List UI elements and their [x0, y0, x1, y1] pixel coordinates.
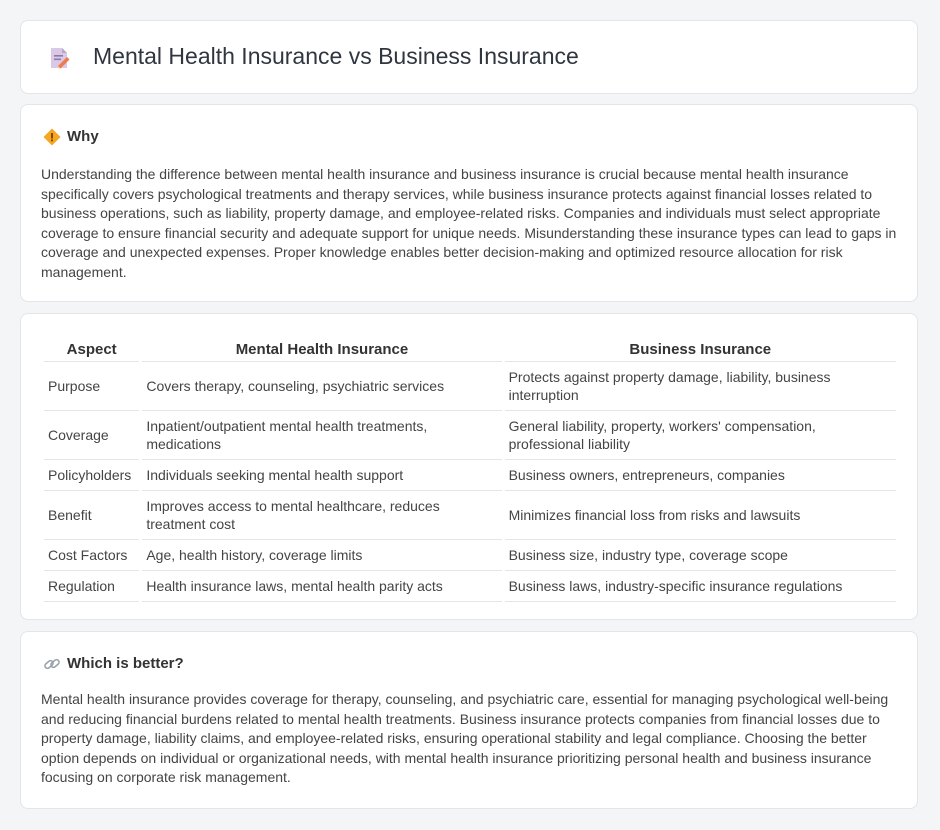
mental-health-cell: Individuals seeking mental health support	[142, 460, 501, 491]
business-cell: Business size, industry type, coverage scope	[505, 540, 896, 571]
better-heading: Which is better?	[67, 655, 184, 672]
why-body: Understanding the difference between mental health insurance and business insurance is crucial because mental health insurance specifically covers psychological treatments and therapy services, while business insurance protects against financial losses related to business operations, such as liability, property damage, and employee-related risks. Companies and individuals must select appropriate coverage to ensure financial security and adequate support for unique needs. Misunderstanding these insurance types can lead to gaps in coverage and unexpected expenses. Proper knowledge enables better decision-making and optimized resource allocation for risk management.	[41, 166, 897, 280]
table-row	[44, 540, 896, 571]
business-cell: Minimizes financial loss from risks and lawsuits	[505, 491, 896, 540]
which-is-better-section	[20, 631, 918, 809]
aspect-cell: Coverage	[44, 411, 139, 460]
aspect-cell: Cost Factors	[44, 540, 139, 571]
title-card	[20, 20, 918, 94]
link-icon	[43, 655, 61, 673]
header-mental-health: Mental Health Insurance	[142, 334, 501, 362]
mental-health-cell: Inpatient/outpatient mental health treatments, medications	[142, 411, 501, 460]
better-body: Mental health insurance provides coverage for therapy, counseling, and psychiatric care, essential for managing psychological well-being and reducing financial burdens related to mental health treatments. Business insurance protects companies from financial losses due to property damage, liability claims, and employee-related risks, ensuring operational stability and legal compliance. Choosing the better option depends on individual or organizational needs, with mental health insurance prioritizing personal health and business insurance focusing on corporate risk management.	[41, 691, 889, 785]
comparison-table-card	[20, 313, 918, 620]
header-aspect: Aspect	[44, 334, 139, 362]
mental-health-cell: Improves access to mental healthcare, reduces treatment cost	[142, 491, 501, 540]
diamond-sign-icon	[43, 128, 61, 146]
mental-health-cell: Covers therapy, counseling, psychiatric services	[142, 362, 501, 411]
aspect-cell: Regulation	[44, 571, 139, 602]
document-pen-icon	[47, 46, 71, 70]
table-header-row	[44, 334, 896, 362]
comparison-table	[41, 334, 899, 602]
business-cell: Business owners, entrepreneurs, companies	[505, 460, 896, 491]
business-cell: Business laws, industry-specific insurance regulations	[505, 571, 896, 602]
business-cell: Protects against property damage, liability, business interruption	[505, 362, 896, 411]
page-title: Mental Health Insurance vs Business Insurance	[93, 43, 579, 69]
business-cell: General liability, property, workers' compensation, professional liability	[505, 411, 896, 460]
header-business: Business Insurance	[505, 334, 896, 362]
table-row	[44, 491, 896, 540]
mental-health-cell: Age, health history, coverage limits	[142, 540, 501, 571]
table-row	[44, 411, 896, 460]
aspect-cell: Policyholders	[44, 460, 139, 491]
table-row	[44, 362, 896, 411]
why-heading: Why	[67, 128, 99, 145]
table-row	[44, 571, 896, 602]
table-row	[44, 460, 896, 491]
why-section	[20, 104, 918, 302]
mental-health-cell: Health insurance laws, mental health parity acts	[142, 571, 501, 602]
aspect-cell: Purpose	[44, 362, 139, 411]
aspect-cell: Benefit	[44, 491, 139, 540]
